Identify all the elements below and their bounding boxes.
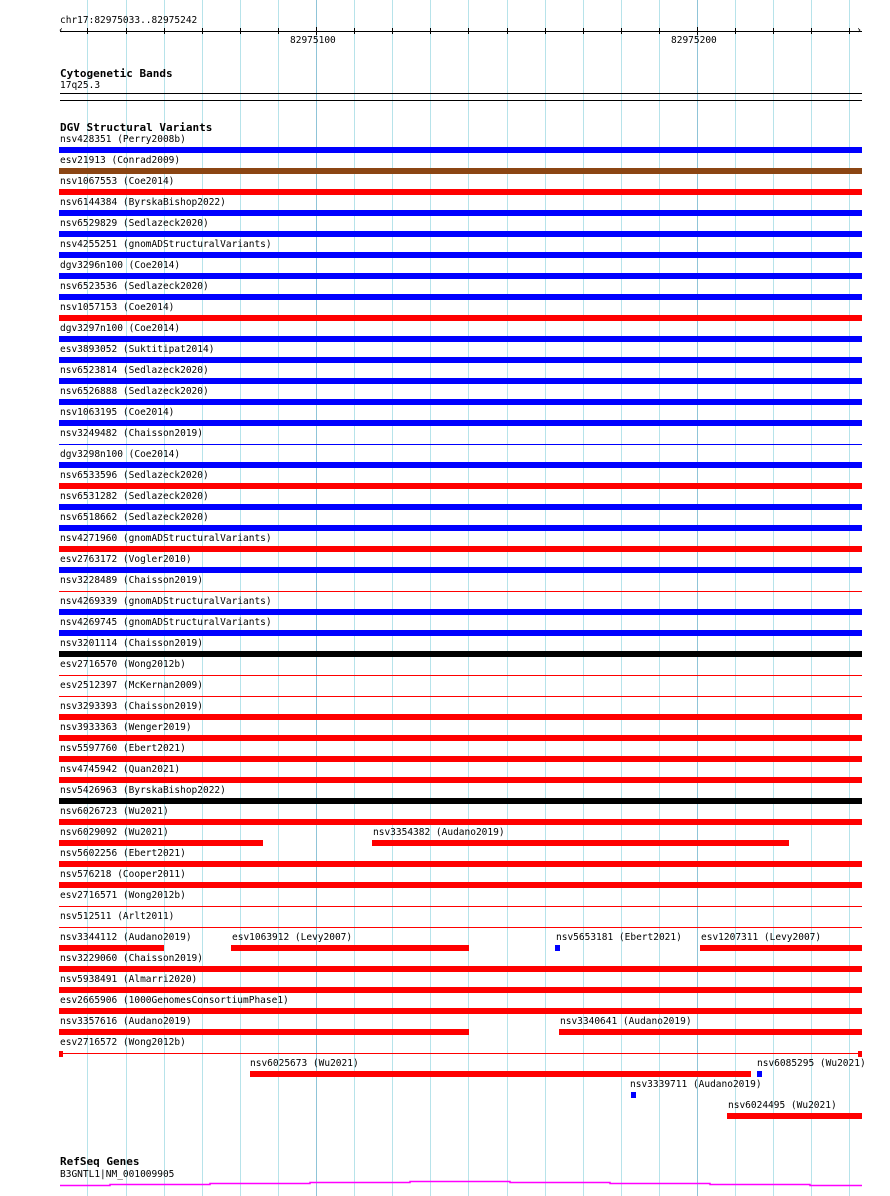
variant-label: nsv6025673 (Wu2021)	[250, 1058, 359, 1069]
variant-label: nsv3933363 (Wenger2019)	[60, 722, 192, 733]
variant-label: nsv6531282 (Sedlazeck2020)	[60, 491, 209, 502]
variant-label: nsv4255251 (gnomADStructuralVariants)	[60, 239, 272, 250]
variant-label: nsv3344112 (Audano2019)	[60, 932, 192, 943]
variant-label: nsv3339711 (Audano2019)	[630, 1079, 762, 1090]
refseq-track-title: RefSeq Genes	[60, 1155, 140, 1168]
variant-label: nsv5653181 (Ebert2021)	[556, 932, 682, 943]
variant-label: nsv5597760 (Ebert2021)	[60, 743, 186, 754]
variant-label: nsv5938491 (Almarri2020)	[60, 974, 198, 985]
variant-label: nsv1057153 (Coe2014)	[60, 302, 175, 313]
variant-label: dgv3298n100 (Coe2014)	[60, 449, 181, 460]
variant-label: esv2512397 (McKernan2009)	[60, 680, 203, 691]
variant-label: esv2716570 (Wong2012b)	[60, 659, 186, 670]
variant-label: nsv6526888 (Sedlazeck2020)	[60, 386, 209, 397]
variant-label: nsv5602256 (Ebert2021)	[60, 848, 186, 859]
variant-label: nsv6144384 (ByrskaBishop2022)	[60, 197, 226, 208]
variant-label: nsv1067553 (Coe2014)	[60, 176, 175, 187]
variant-label: esv1063912 (Levy2007)	[232, 932, 353, 943]
variant-label: nsv3229060 (Chaisson2019)	[60, 953, 203, 964]
cytoband-track-title: Cytogenetic Bands	[60, 67, 173, 80]
variant-label: nsv428351 (Perry2008b)	[60, 134, 186, 145]
variant-label: nsv576218 (Cooper2011)	[60, 869, 186, 880]
dgv-track-title: DGV Structural Variants	[60, 121, 213, 134]
variant-label: esv1207311 (Levy2007)	[701, 932, 822, 943]
variant-label: nsv6518662 (Sedlazeck2020)	[60, 512, 209, 523]
variant-label: nsv3293393 (Chaisson2019)	[60, 701, 203, 712]
variant-label: nsv3354382 (Audano2019)	[373, 827, 505, 838]
variant-label: esv2716571 (Wong2012b)	[60, 890, 186, 901]
variant-label: nsv3228489 (Chaisson2019)	[60, 575, 203, 586]
variant-label: esv21913 (Conrad2009)	[60, 155, 181, 166]
variant-label: nsv512511 (Arlt2011)	[60, 911, 175, 922]
variant-label: nsv6533596 (Sedlazeck2020)	[60, 470, 209, 481]
variant-label: nsv4745942 (Quan2021)	[60, 764, 181, 775]
variant-label: nsv3357616 (Audano2019)	[60, 1016, 192, 1027]
variant-label: esv3893052 (Suktitipat2014)	[60, 344, 215, 355]
variant-label: nsv6024495 (Wu2021)	[728, 1100, 837, 1111]
variant-label: nsv5426963 (ByrskaBishop2022)	[60, 785, 226, 796]
variant-label: nsv1063195 (Coe2014)	[60, 407, 175, 418]
variant-label: nsv4271960 (gnomADStructuralVariants)	[60, 533, 272, 544]
scroll-left-arrow-icon[interactable]: ‹	[58, 25, 65, 36]
variant-label: nsv4269745 (gnomADStructuralVariants)	[60, 617, 272, 628]
variant-label: nsv6026723 (Wu2021)	[60, 806, 169, 817]
variant-label: esv2665906 (1000GenomesConsortiumPhase1)	[60, 995, 289, 1006]
variant-label: nsv3201114 (Chaisson2019)	[60, 638, 203, 649]
scroll-right-arrow-icon[interactable]: ›	[856, 25, 863, 36]
ruler-tick-label: 82975100	[290, 35, 336, 46]
cytoband-label: 17q25.3	[60, 80, 101, 91]
refseq-gene-label: B3GNTL1|NM_001009905	[60, 1169, 175, 1180]
variant-label: nsv6529829 (Sedlazeck2020)	[60, 218, 209, 229]
variant-label: dgv3296n100 (Coe2014)	[60, 260, 181, 271]
variant-label: nsv6523814 (Sedlazeck2020)	[60, 365, 209, 376]
variant-label: nsv6085295 (Wu2021)	[757, 1058, 866, 1069]
variant-label: nsv4269339 (gnomADStructuralVariants)	[60, 596, 272, 607]
ruler-location: chr17:82975033..82975242	[60, 15, 198, 26]
variant-label: esv2763172 (Vogler2010)	[60, 554, 192, 565]
ruler-tick-label: 82975200	[671, 35, 717, 46]
variant-label: esv2716572 (Wong2012b)	[60, 1037, 186, 1048]
variant-label: dgv3297n100 (Coe2014)	[60, 323, 181, 334]
variant-label: nsv3340641 (Audano2019)	[560, 1016, 692, 1027]
variant-label: nsv6029092 (Wu2021)	[60, 827, 169, 838]
variant-label: nsv6523536 (Sedlazeck2020)	[60, 281, 209, 292]
variant-label: nsv3249482 (Chaisson2019)	[60, 428, 203, 439]
